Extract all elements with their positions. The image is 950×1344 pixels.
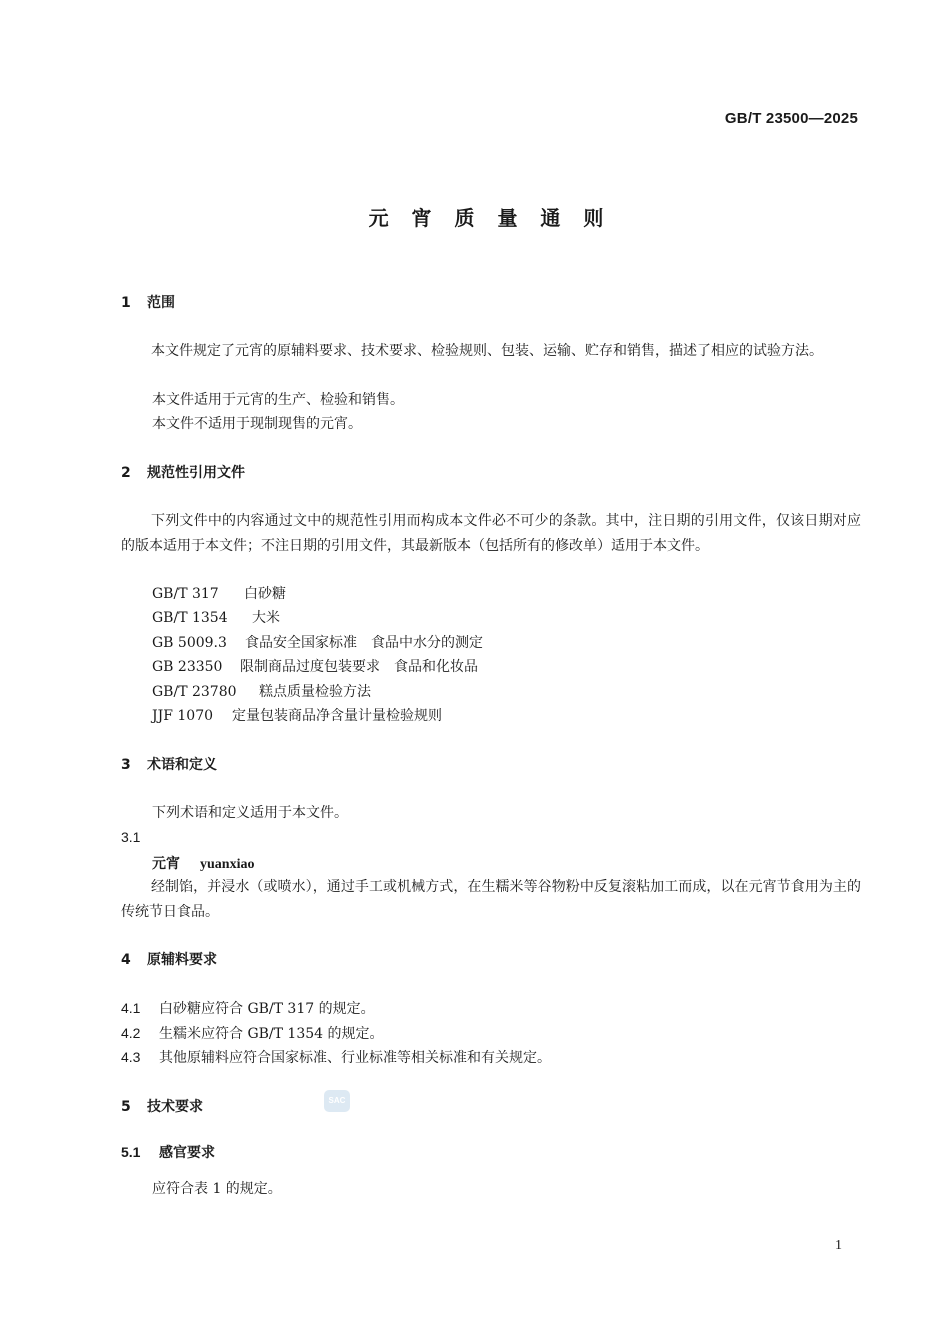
section-number: 3 (121, 757, 131, 773)
section-1-paragraph-3: 本文件不适用于现制现售的元宵。 (152, 416, 362, 432)
clause-item (121, 1021, 384, 1047)
clause-number: 4.2 (121, 1025, 141, 1041)
section-title: 规范性引用文件 (147, 465, 245, 481)
clause-item (121, 996, 375, 1022)
reference-item (152, 680, 371, 705)
reference-name: 大米 (252, 610, 280, 626)
section-number: 2 (121, 465, 131, 481)
section-2-intro (121, 509, 861, 558)
section-number: 5 (121, 1099, 131, 1115)
term-entry (152, 853, 254, 873)
clause-text: 其他原辅料应符合国家标准、行业标准等相关标准和有关规定。 (159, 1050, 551, 1066)
subsection-5-1-heading (121, 1142, 215, 1162)
reference-name: 食品安全国家标准 食品中水分的测定 (245, 635, 483, 651)
section-3-heading (121, 754, 217, 774)
reference-item (152, 606, 280, 631)
section-title: 术语和定义 (147, 757, 217, 773)
paragraph-text: 本文件规定了元宵的原辅料要求、技术要求、检验规则、包装、运输、贮存和销售，描述了相应的试验方法。 (151, 343, 823, 359)
document-title: 元 宵 质 量 通 则 (368, 206, 612, 230)
section-5-heading (121, 1096, 203, 1116)
clause-text: 白砂糖应符合 GB/T 317 的规定。 (159, 1001, 375, 1017)
clause-item (121, 1045, 551, 1071)
reference-name: 限制商品过度包装要求 食品和化妆品 (240, 659, 478, 675)
reference-item (152, 631, 483, 656)
reference-code: GB/T 317 (152, 586, 219, 602)
reference-item (152, 704, 442, 729)
clause-number: 4.3 (121, 1049, 141, 1065)
section-number: 4 (121, 952, 131, 968)
subsection-number: 5.1 (121, 1144, 141, 1160)
reference-name: 定量包装商品净含量计量检验规则 (232, 708, 442, 724)
term-definition (121, 875, 861, 924)
reference-code: GB 23350 (152, 659, 223, 675)
sac-watermark-logo: SAC (324, 1090, 350, 1112)
section-5-1-text: 应符合表 1 的规定。 (152, 1181, 282, 1197)
section-1-paragraph-2: 本文件适用于元宵的生产、检验和销售。 (152, 392, 404, 408)
reference-code: JJF 1070 (152, 708, 214, 724)
paragraph-text: 下列文件中的内容通过文中的规范性引用而构成本文件必不可少的条款。其中，注日期的引用文件，仅该日期对应的版本适用于本文件；不注日期的引用文件，其最新版本（包括所有的修改单）适用于本文件。 (121, 513, 861, 554)
reference-item (152, 655, 478, 680)
section-1-paragraph-1 (121, 339, 861, 364)
term-number: 3.1 (121, 829, 141, 845)
term-chinese: 元宵 (152, 856, 180, 872)
reference-name: 白砂糖 (244, 586, 286, 602)
reference-code: GB/T 1354 (152, 610, 228, 626)
reference-name: 糕点质量检验方法 (259, 684, 371, 700)
standard-code: GB/T 23500—2025 (724, 110, 858, 127)
section-4-heading (121, 949, 217, 969)
section-title: 原辅料要求 (147, 952, 217, 968)
reference-code: GB 5009.3 (152, 635, 227, 651)
page-number: 1 (835, 1238, 842, 1253)
section-2-heading (121, 462, 245, 482)
subsection-title: 感官要求 (159, 1145, 215, 1161)
term-english: yuanxiao (200, 857, 255, 872)
section-3-intro: 下列术语和定义适用于本文件。 (152, 805, 348, 821)
reference-code: GB/T 23780 (152, 684, 237, 700)
reference-item (152, 582, 286, 607)
section-title: 范围 (147, 295, 175, 311)
section-number: 1 (121, 295, 131, 311)
paragraph-text: 经制馅，并浸水（或喷水），通过手工或机械方式，在生糯米等谷物粉中反复滚粘加工而成，以在元宵节食用为主的传统节日食品。 (121, 879, 861, 920)
clause-text: 生糯米应符合 GB/T 1354 的规定。 (159, 1026, 384, 1042)
section-1-heading (121, 292, 175, 312)
clause-number: 4.1 (121, 1000, 141, 1016)
section-title: 技术要求 (147, 1099, 203, 1115)
